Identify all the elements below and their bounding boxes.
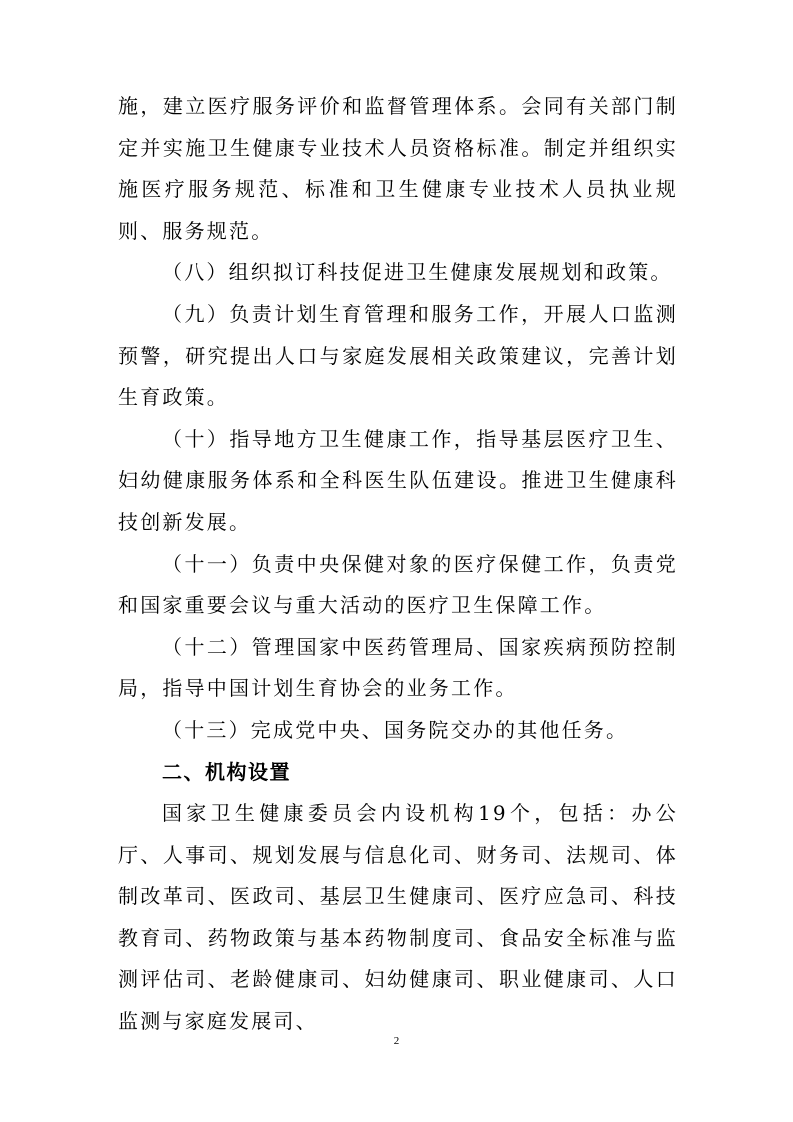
paragraph-item-8: （八）组织拟订科技促进卫生健康发展规划和政策。: [162, 260, 673, 285]
page-number: 2: [393, 1035, 400, 1047]
paragraph-item-11: （十一）负责中央保健对象的医疗保健工作，负责党和国家重要会议与重大活动的医疗卫生保障工作。: [118, 551, 678, 618]
paragraph-item-13: （十三）完成党中央、国务院交办的其他任务。: [162, 717, 629, 742]
document-body: [118, 86, 678, 1043]
paragraph-item-9: （九）负责计划生育管理和服务工作，开展人口监测预警，研究提出人口与家庭发展相关政策建议，完善计划生育政策。: [118, 301, 678, 410]
paragraph-continued-item-7: 施，建立医疗服务评价和监督管理体系。会同有关部门制定并实施卫生健康专业技术人员资格标准。制定并组织实施医疗服务规范、标准和卫生健康专业技术人员执业规则、服务规范。: [118, 94, 678, 243]
section-heading: 二、机构设置: [162, 759, 291, 784]
paragraph-item-10: （十）指导地方卫生健康工作，指导基层医疗卫生、妇幼健康服务体系和全科医生队伍建设。推进卫生健康科技创新发展。: [118, 426, 678, 534]
paragraph-item-12: （十二）管理国家中医药管理局、国家疾病预防控制局，指导中国计划生育协会的业务工作。: [118, 634, 678, 701]
section-body-paragraph: 国家卫生健康委员会内设机构19个，包括：办公厅、人事司、规划发展与信息化司、财务司、法规司、体制改革司、医政司、基层卫生健康司、医疗应急司、科技教育司、药物政策与基本药物制度司、食品安全标准与监测评估司、老龄健康司、妇幼健康司、职业健康司、人口监测与家庭发展司、: [118, 801, 678, 1034]
